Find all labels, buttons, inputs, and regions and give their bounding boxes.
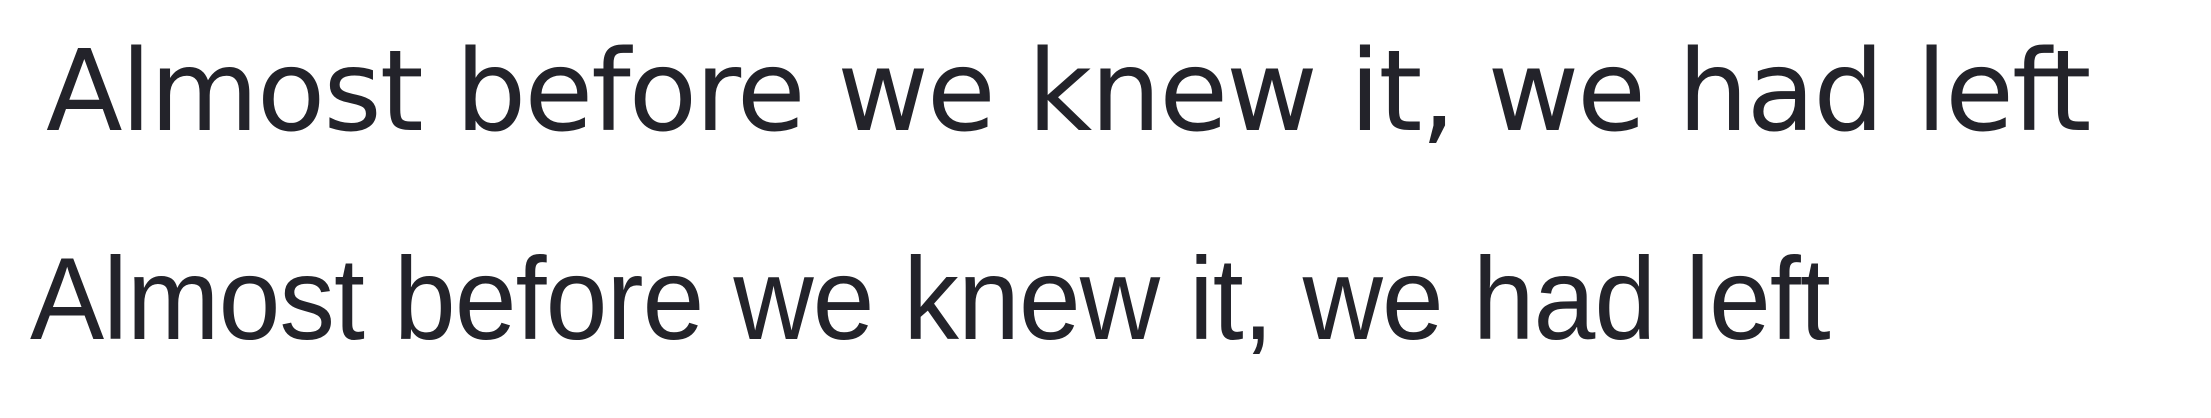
font-sample-line-1: Almost before we knew it, we had left: [46, 27, 2090, 157]
font-sample-line-2: Almost before we knew it, we had left: [30, 233, 1830, 364]
